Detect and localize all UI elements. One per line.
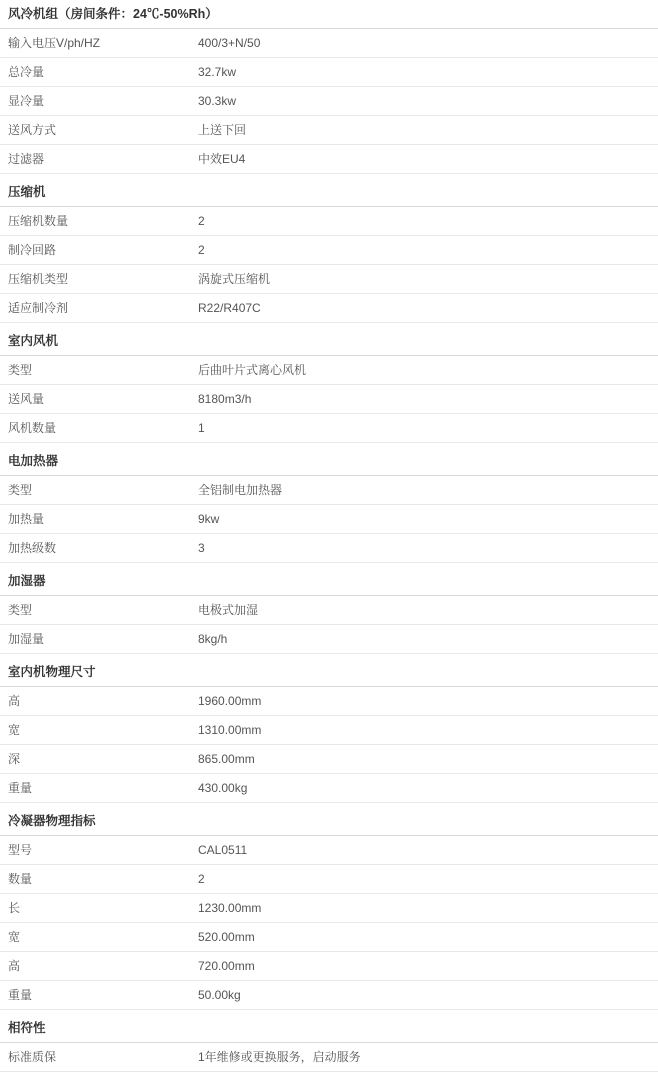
section-title: 加湿器 [0,563,658,596]
spec-value: 全铝制电加热器 [190,476,658,505]
table-row [0,207,658,236]
spec-value: 1年维修或更换服务，启动服务 [190,1043,658,1072]
spec-value: 430.00kg [190,774,658,803]
spec-value: 3 [190,534,658,563]
spec-label: 高 [0,687,190,716]
spec-value: 1 [190,414,658,443]
spec-value: 1960.00mm [190,687,658,716]
table-row [0,687,658,716]
spec-value: 720.00mm [190,952,658,981]
spec-value: 1310.00mm [190,716,658,745]
table-row [0,894,658,923]
table-row [0,1043,658,1072]
spec-value: CAL0511 [190,836,658,865]
spec-label: 总冷量 [0,58,190,87]
spec-label: 送风方式 [0,116,190,145]
table-row [0,952,658,981]
spec-value: 8kg/h [190,625,658,654]
spec-value: 1230.00mm [190,894,658,923]
spec-label: 适应制冷剂 [0,294,190,323]
section-header-row [0,323,658,356]
section-title: 冷凝器物理指标 [0,803,658,836]
table-row [0,87,658,116]
spec-label: 压缩机数量 [0,207,190,236]
table-row [0,356,658,385]
spec-label: 重量 [0,981,190,1010]
spec-value: 30.3kw [190,87,658,116]
spec-label: 重量 [0,774,190,803]
spec-label: 类型 [0,356,190,385]
table-row [0,294,658,323]
spec-label: 长 [0,894,190,923]
table-row [0,116,658,145]
table-row [0,716,658,745]
spec-label: 压缩机类型 [0,265,190,294]
table-row [0,58,658,87]
spec-label: 加热级数 [0,534,190,563]
table-row [0,265,658,294]
table-row [0,385,658,414]
section-title: 室内风机 [0,323,658,356]
spec-value: 2 [190,865,658,894]
table-row [0,145,658,174]
section-header-row [0,563,658,596]
section-title: 电加热器 [0,443,658,476]
spec-value: 50.00kg [190,981,658,1010]
spec-value: 上送下回 [190,116,658,145]
spec-value: 8180m3/h [190,385,658,414]
table-row [0,981,658,1010]
table-row [0,596,658,625]
spec-label: 型号 [0,836,190,865]
table-row [0,476,658,505]
spec-label: 制冷回路 [0,236,190,265]
table-row [0,625,658,654]
section-header-row [0,0,658,29]
spec-label: 高 [0,952,190,981]
spec-value: 865.00mm [190,745,658,774]
spec-value: 520.00mm [190,923,658,952]
spec-label: 加湿量 [0,625,190,654]
spec-value: 2 [190,207,658,236]
spec-value: 涡旋式压缩机 [190,265,658,294]
table-row [0,923,658,952]
spec-label: 数量 [0,865,190,894]
section-title: 压缩机 [0,174,658,207]
spec-label: 输入电压V/ph/HZ [0,29,190,58]
spec-value: 32.7kw [190,58,658,87]
spec-value: 2 [190,236,658,265]
table-row [0,534,658,563]
section-header-row [0,803,658,836]
spec-label: 送风量 [0,385,190,414]
spec-label: 宽 [0,716,190,745]
section-title: 室内机物理尺寸 [0,654,658,687]
table-row [0,236,658,265]
spec-label: 深 [0,745,190,774]
spec-value: 中效EU4 [190,145,658,174]
spec-value: 400/3+N/50 [190,29,658,58]
table-row [0,414,658,443]
section-title: 相符性 [0,1010,658,1043]
table-row [0,836,658,865]
spec-value: 后曲叶片式离心风机 [190,356,658,385]
section-title: 风冷机组（房间条件：24℃-50%Rh） [0,0,658,29]
spec-label: 类型 [0,596,190,625]
spec-value: 9kw [190,505,658,534]
spec-label: 加热量 [0,505,190,534]
spec-label: 过滤器 [0,145,190,174]
spec-label: 风机数量 [0,414,190,443]
table-row [0,29,658,58]
table-row [0,505,658,534]
spec-label: 标准质保 [0,1043,190,1072]
table-row [0,745,658,774]
spec-label: 显冷量 [0,87,190,116]
table-row [0,865,658,894]
section-header-row [0,443,658,476]
section-header-row [0,1010,658,1043]
table-row [0,774,658,803]
spec-value: 电极式加湿 [190,596,658,625]
spec-label: 类型 [0,476,190,505]
spec-value: R22/R407C [190,294,658,323]
section-header-row [0,174,658,207]
section-header-row [0,654,658,687]
spec-label: 宽 [0,923,190,952]
